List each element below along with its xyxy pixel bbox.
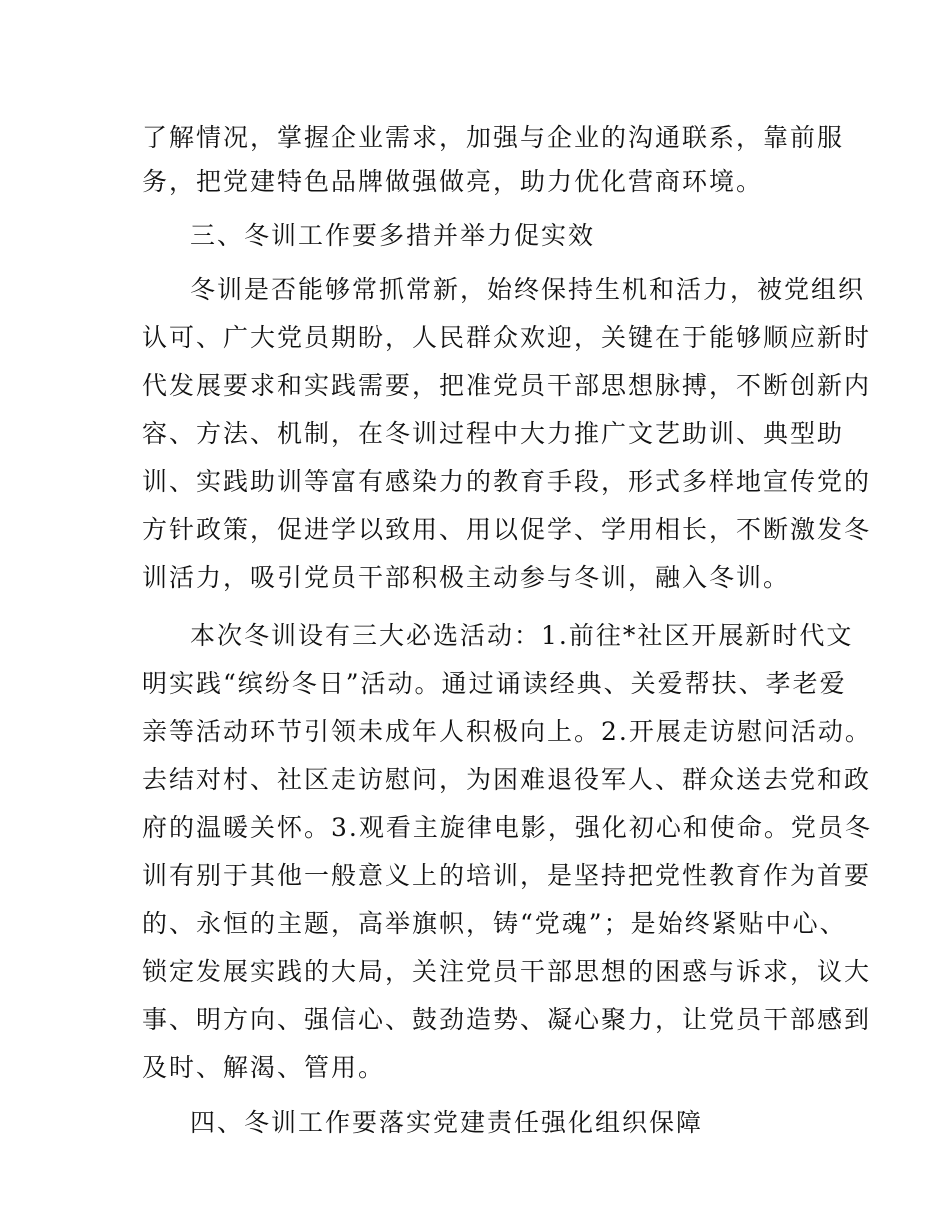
paragraph-line: 的、永恒的主题，高举旗帜，铸“党魂”；是始终紧贴中心、 (142, 909, 847, 938)
paragraph-line: 锁定发展实践的大局，关注党员干部思想的困惑与诉求，议大 (142, 957, 872, 986)
paragraph-line: 府的温暖关怀。3.观看主旋律电影，强化初心和使命。党员冬 (142, 813, 872, 842)
paragraph-line: 认可、广大党员期盼，人民群众欢迎，关键在于能够顺应新时 (142, 323, 872, 352)
section-heading: 四、冬训工作要落实党建责任强化组织保障 (190, 1108, 704, 1137)
section-heading: 三、冬训工作要多措并举力促实效 (190, 221, 596, 250)
paragraph-line: 去结对村、社区走访慰问，为困难退役军人、群众送去党和政 (142, 765, 872, 794)
paragraph-line: 训有别于其他一般意义上的培训，是坚持把党性教育作为首要 (142, 861, 872, 890)
paragraph-line: 务，把党建特色品牌做强做亮，助力优化营商环境。 (142, 167, 764, 196)
paragraph-line: 明实践“缤纷冬日”活动。通过诵读经典、关爱帮扶、孝老爱 (142, 669, 847, 698)
paragraph-line: 容、方法、机制，在冬训过程中大力推广文艺助训、典型助 (142, 419, 845, 448)
paragraph-line: 冬训是否能够常抓常新，始终保持生机和活力，被党组织 (190, 275, 866, 304)
paragraph-line: 训活力，吸引党员干部积极主动参与冬训，融入冬训。 (142, 563, 791, 592)
paragraph-line: 本次冬训设有三大必选活动：1.前往*社区开展新时代文 (190, 621, 854, 650)
paragraph-line: 代发展要求和实践需要，把准党员干部思想脉搏，不断创新内 (142, 371, 872, 400)
paragraph-line: 了解情况，掌握企业需求，加强与企业的沟通联系，靠前服 (142, 123, 845, 152)
paragraph-line: 方针政策，促进学以致用、用以促学、学用相长，不断激发冬 (142, 515, 872, 544)
paragraph-line: 及时、解渴、管用。 (142, 1053, 386, 1082)
paragraph-line: 事、明方向、强信心、鼓劲造势、凝心聚力，让党员干部感到 (142, 1005, 872, 1034)
paragraph-line: 亲等活动环节引领未成年人积极向上。2.开展走访慰问活动。 (142, 717, 872, 746)
paragraph-line: 训、实践助训等富有感染力的教育手段，形式多样地宣传党的 (142, 467, 872, 496)
